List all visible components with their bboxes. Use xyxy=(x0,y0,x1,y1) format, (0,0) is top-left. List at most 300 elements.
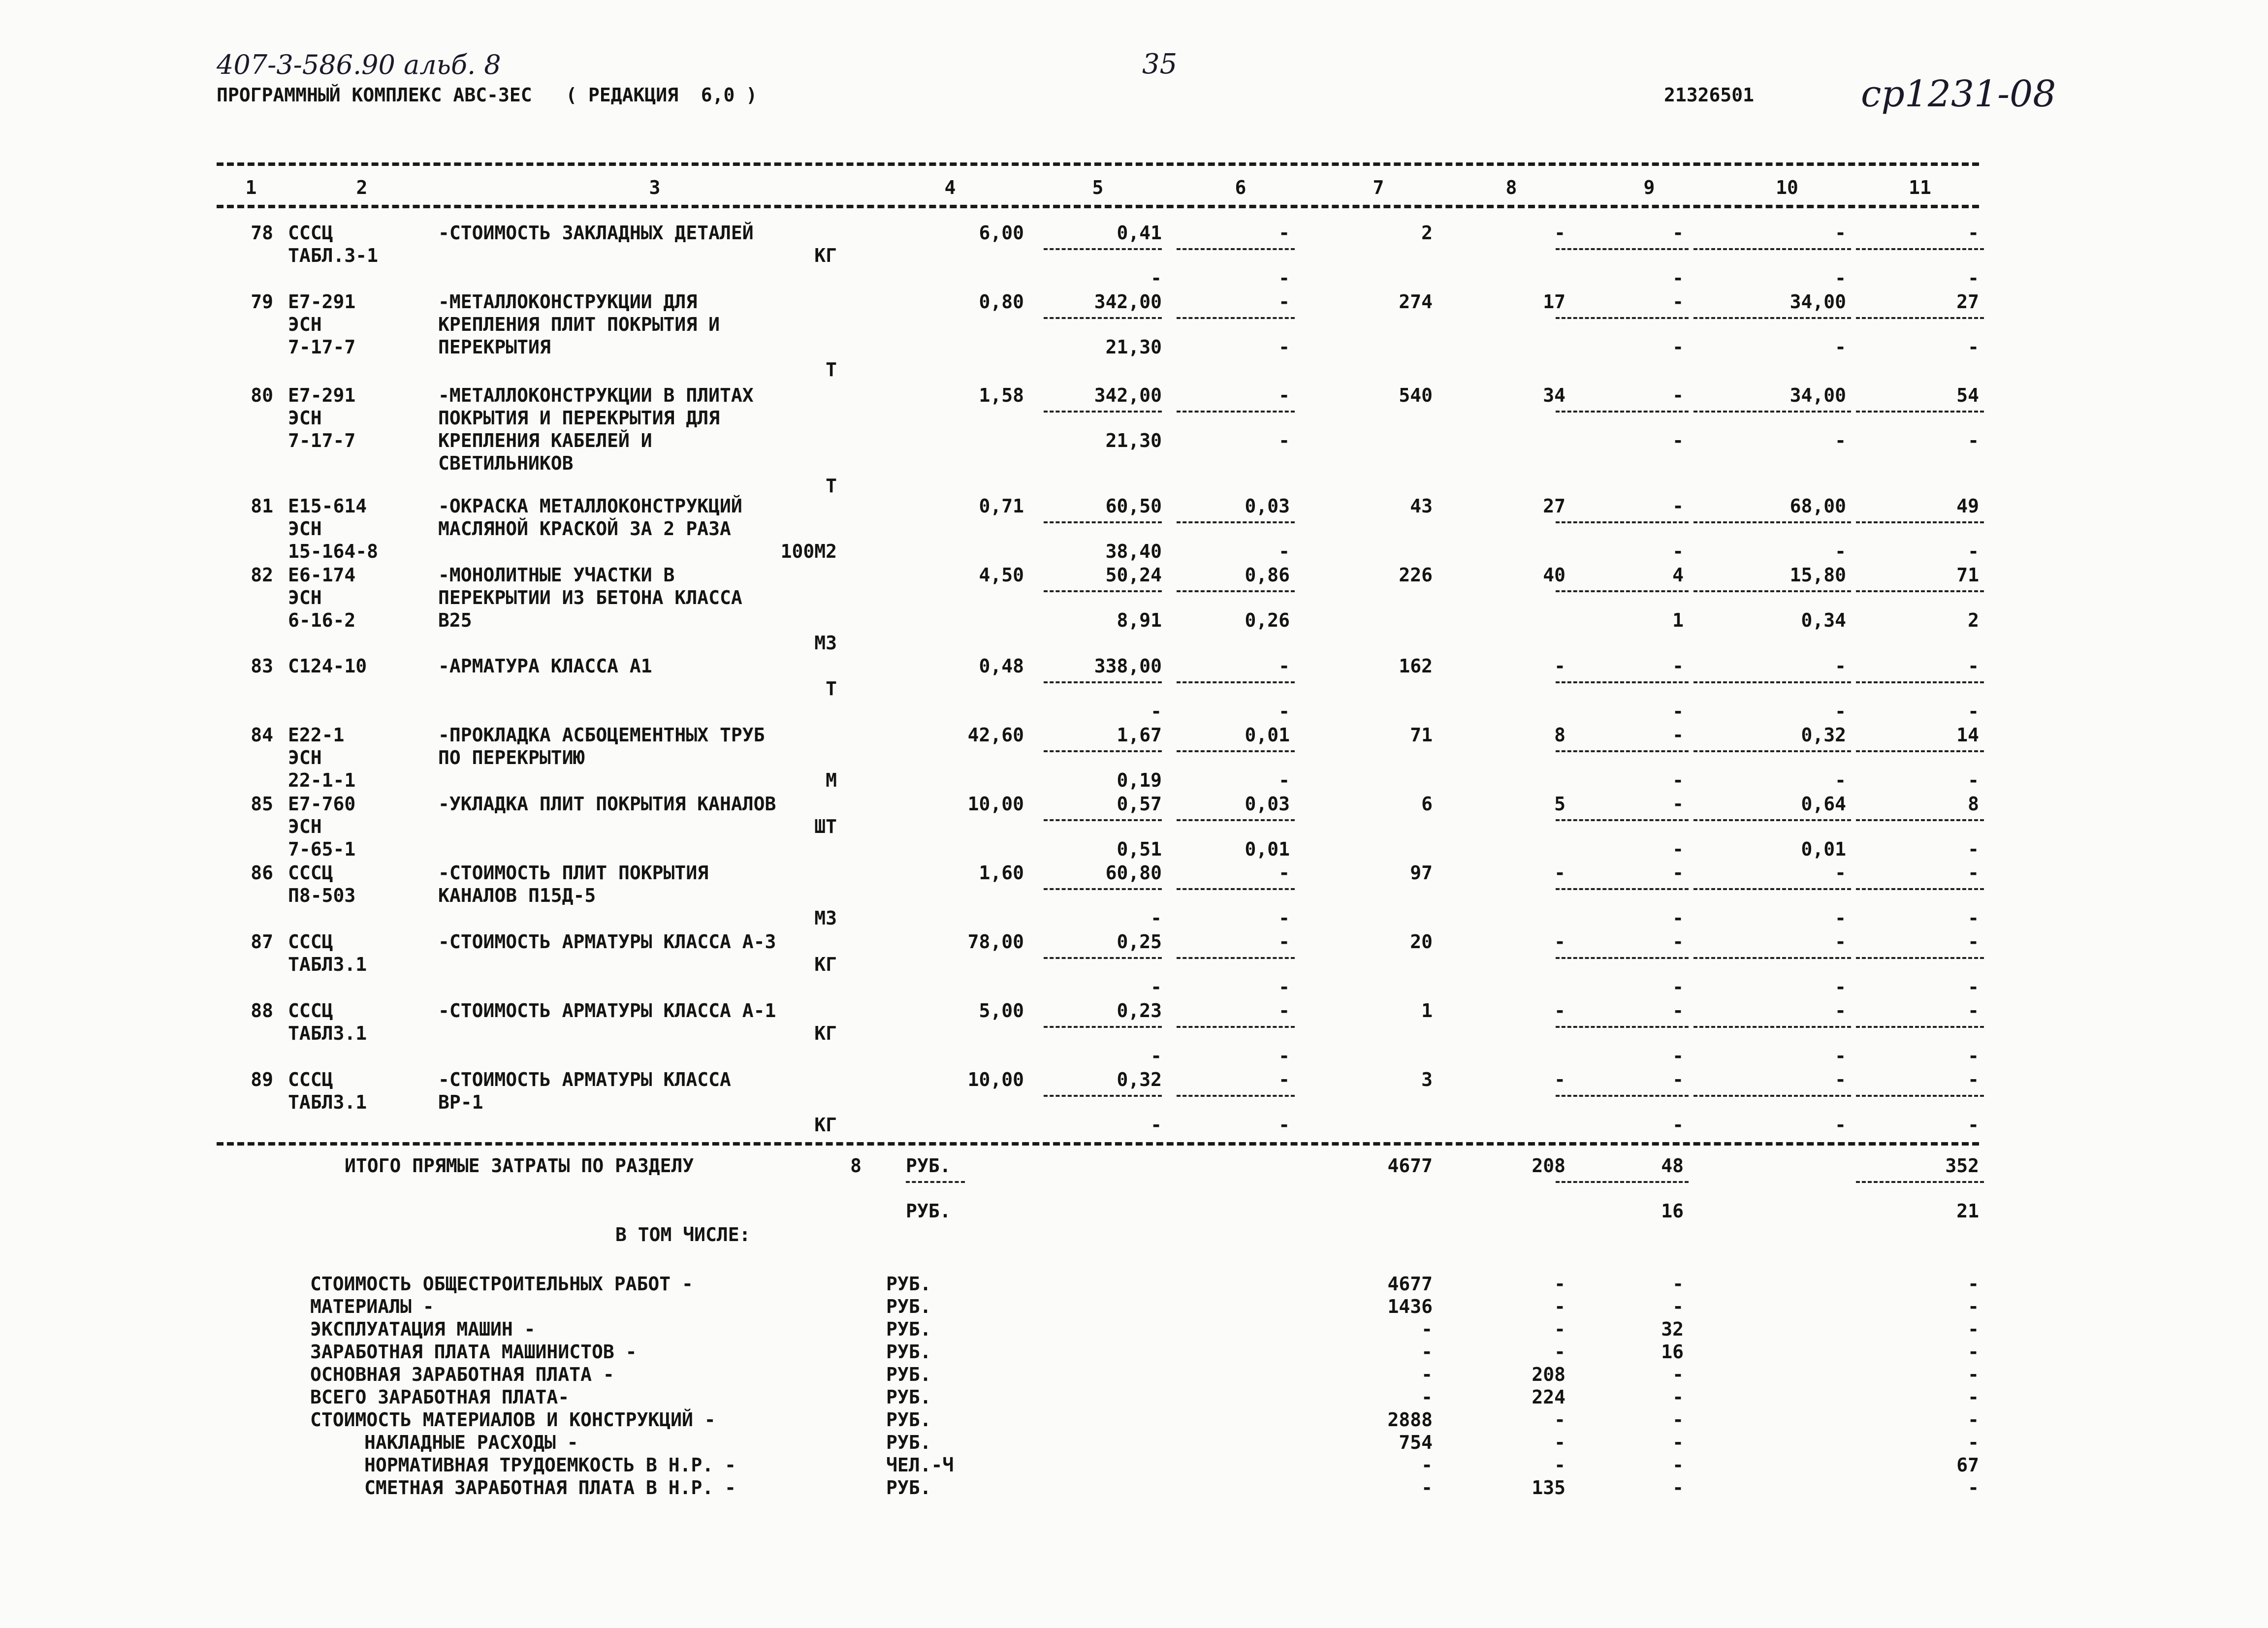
breakdown-wages: - xyxy=(1554,1409,1565,1431)
row-code: ТАБЛ3.1 xyxy=(288,1091,367,1113)
row-machine-price: - xyxy=(1278,655,1290,677)
totals-section: 8 xyxy=(850,1155,862,1177)
row-unit-wage: 38,40 xyxy=(1105,541,1162,562)
breakdown-machine: - xyxy=(1672,1409,1684,1431)
row-split-rule xyxy=(1856,750,1984,752)
breakdown-unit: РУБ. xyxy=(886,1341,931,1363)
row-machine-wage-total: - xyxy=(1672,976,1684,998)
row-split-rule xyxy=(1556,248,1689,250)
row-quantity: 6,00 xyxy=(979,222,1024,244)
row-wages: - xyxy=(1554,1000,1565,1021)
row-unit-wage: 0,19 xyxy=(1117,769,1162,791)
row-unit: М3 xyxy=(814,632,837,654)
row-labor-machine: - xyxy=(1835,430,1846,451)
breakdown-total: - xyxy=(1421,1341,1433,1363)
page-number: 35 xyxy=(1142,48,1178,80)
row-machine-wage-total: 1 xyxy=(1672,609,1684,631)
totals-split-rule xyxy=(1856,1181,1984,1183)
row-code: Е6-174 xyxy=(288,564,356,586)
row-machine-wage: 0,01 xyxy=(1245,838,1290,860)
row-labor-machine: - xyxy=(1835,907,1846,929)
row-description: -ПРОКЛАДКА АСБОЦЕМЕНТНЫХ ТРУБ xyxy=(438,724,765,746)
column-header-9: 9 xyxy=(1643,177,1655,198)
row-unit-price: 60,50 xyxy=(1105,495,1162,517)
row-description: -СТОИМОСТЬ АРМАТУРЫ КЛАССА А-3 xyxy=(438,931,776,953)
row-description: КРЕПЛЕНИЯ КАБЕЛЕЙ И xyxy=(438,430,652,451)
row-description: -АРМАТУРА КЛАССА А1 xyxy=(438,655,652,677)
row-wages: 34 xyxy=(1543,384,1565,406)
row-machine-wage: - xyxy=(1278,907,1290,929)
row-code: 7-65-1 xyxy=(288,838,356,860)
row-unit-price: 1,67 xyxy=(1117,724,1162,746)
row-unit-price: 0,23 xyxy=(1117,1000,1162,1021)
row-split-rule xyxy=(1693,750,1851,752)
row-unit: КГ xyxy=(814,1022,837,1044)
row-description: -ОКРАСКА МЕТАЛЛОКОНСТРУКЦИЙ xyxy=(438,495,742,517)
row-labor-machine: - xyxy=(1835,267,1846,289)
row-machine-cost: - xyxy=(1672,931,1684,953)
row-labor-unit: 15,80 xyxy=(1789,564,1846,586)
row-quantity: 0,48 xyxy=(979,655,1024,677)
row-split-rule xyxy=(1693,888,1851,890)
row-total: 97 xyxy=(1410,862,1433,884)
row-machine-cost: - xyxy=(1672,862,1684,884)
row-labor-total: 49 xyxy=(1956,495,1979,517)
row-machine-wage: - xyxy=(1278,769,1290,791)
row-machine-cost: - xyxy=(1672,495,1684,517)
breakdown-machine: 32 xyxy=(1661,1318,1684,1340)
row-split-rule xyxy=(1556,1095,1689,1097)
breakdown-label: ЗАРАБОТНАЯ ПЛАТА МАШИНИСТОВ - xyxy=(310,1341,637,1363)
row-code: Е7-291 xyxy=(288,384,356,406)
row-code: СССЦ xyxy=(288,931,333,953)
row-code: ЭСН xyxy=(288,816,322,837)
row-unit: Т xyxy=(826,475,837,497)
breakdown-wages: - xyxy=(1554,1341,1565,1363)
row-code: 22-1-1 xyxy=(288,769,356,791)
row-labor-total: 14 xyxy=(1956,724,1979,746)
row-labor-total: - xyxy=(1968,222,1979,244)
breakdown-unit: РУБ. xyxy=(886,1432,931,1453)
row-split-rule xyxy=(1693,590,1851,592)
row-split-rule xyxy=(1556,317,1689,319)
row-code: СССЦ xyxy=(288,222,333,244)
column-header-10: 10 xyxy=(1776,177,1798,198)
column-header-5: 5 xyxy=(1092,177,1104,198)
breakdown-label: ЭКСПЛУАТАЦИЯ МАШИН - xyxy=(310,1318,536,1340)
row-number: 89 xyxy=(251,1069,273,1090)
row-labor-unit: - xyxy=(1835,1000,1846,1021)
row-split-rule xyxy=(1044,888,1162,890)
row-split-rule xyxy=(1044,590,1162,592)
row-split-rule xyxy=(1177,750,1295,752)
table-top-rule xyxy=(217,162,1979,166)
row-split-rule xyxy=(1177,888,1295,890)
row-split-rule xyxy=(1177,590,1295,592)
row-number: 80 xyxy=(251,384,273,406)
row-labor-machine-total: - xyxy=(1968,541,1979,562)
row-unit-wage: - xyxy=(1150,1114,1162,1136)
breakdown-labor: 67 xyxy=(1956,1454,1979,1476)
row-machine-cost: - xyxy=(1672,655,1684,677)
row-machine-wage: - xyxy=(1278,701,1290,722)
row-quantity: 78,00 xyxy=(967,931,1024,953)
row-code: ЭСН xyxy=(288,407,322,429)
row-unit-wage: 8,91 xyxy=(1117,609,1162,631)
breakdown-label: ВСЕГО ЗАРАБОТНАЯ ПЛАТА- xyxy=(310,1386,570,1408)
row-number: 83 xyxy=(251,655,273,677)
row-split-rule xyxy=(1693,819,1851,821)
row-unit-wage: - xyxy=(1150,1045,1162,1067)
row-split-rule xyxy=(1693,1095,1851,1097)
row-machine-cost: - xyxy=(1672,724,1684,746)
row-split-rule xyxy=(1177,819,1295,821)
row-split-rule xyxy=(1856,888,1984,890)
handwritten-stamp: ср1231-08 xyxy=(1861,73,2056,115)
totals-unit: РУБ. xyxy=(906,1155,951,1177)
breakdown-machine: - xyxy=(1672,1432,1684,1453)
breakdown-labor: - xyxy=(1968,1477,1979,1499)
row-unit-price: 0,41 xyxy=(1117,222,1162,244)
row-split-rule xyxy=(1856,590,1984,592)
row-quantity: 1,58 xyxy=(979,384,1024,406)
row-number: 88 xyxy=(251,1000,273,1021)
row-unit: ШТ xyxy=(814,816,837,837)
row-code: С124-10 xyxy=(288,655,367,677)
row-labor-machine-total: - xyxy=(1968,267,1979,289)
row-unit-price: 342,00 xyxy=(1094,384,1162,406)
row-split-rule xyxy=(1556,590,1689,592)
row-wages: 17 xyxy=(1543,291,1565,313)
row-code: ЭСН xyxy=(288,747,322,768)
row-split-rule xyxy=(1044,317,1162,319)
row-labor-machine: - xyxy=(1835,976,1846,998)
row-machine-wage: - xyxy=(1278,1045,1290,1067)
row-description: КАНАЛОВ П15Д-5 xyxy=(438,885,596,906)
row-split-rule xyxy=(1044,750,1162,752)
row-machine-cost: - xyxy=(1672,291,1684,313)
row-code: Е7-760 xyxy=(288,793,356,815)
row-labor-total: - xyxy=(1968,655,1979,677)
breakdown-unit: РУБ. xyxy=(886,1273,931,1295)
breakdown-unit: РУБ. xyxy=(886,1409,931,1431)
row-code: 6-16-2 xyxy=(288,609,356,631)
column-header-1: 1 xyxy=(245,177,257,198)
row-labor-machine: - xyxy=(1835,701,1846,722)
row-unit: КГ xyxy=(814,1114,837,1136)
row-machine-price: - xyxy=(1278,862,1290,884)
breakdown-wages: - xyxy=(1554,1273,1565,1295)
breakdown-label: СТОИМОСТЬ ОБЩЕСТРОИТЕЛЬНЫХ РАБОТ - xyxy=(310,1273,693,1295)
row-code: СССЦ xyxy=(288,862,333,884)
row-split-rule xyxy=(1556,750,1689,752)
row-labor-machine-total: - xyxy=(1968,769,1979,791)
row-split-rule xyxy=(1856,411,1984,413)
row-quantity: 0,71 xyxy=(979,495,1024,517)
row-unit-wage: - xyxy=(1150,701,1162,722)
row-code: Е22-1 xyxy=(288,724,345,746)
breakdown-wages: - xyxy=(1554,1432,1565,1453)
row-split-rule xyxy=(1856,317,1984,319)
breakdown-wages: 224 xyxy=(1532,1386,1565,1408)
row-machine-wage-total: - xyxy=(1672,769,1684,791)
row-machine-price: - xyxy=(1278,222,1290,244)
row-labor-total: - xyxy=(1968,1000,1979,1021)
row-labor-total: 54 xyxy=(1956,384,1979,406)
breakdown-total: - xyxy=(1421,1386,1433,1408)
row-split-rule xyxy=(1044,819,1162,821)
row-machine-cost: - xyxy=(1672,793,1684,815)
row-split-rule xyxy=(1856,1095,1984,1097)
row-unit-price: 60,80 xyxy=(1105,862,1162,884)
row-labor-machine-total: - xyxy=(1968,838,1979,860)
breakdown-total: 1436 xyxy=(1387,1296,1433,1317)
breakdown-labor: - xyxy=(1968,1318,1979,1340)
breakdown-labor: - xyxy=(1968,1432,1979,1453)
row-wages: 5 xyxy=(1554,793,1565,815)
row-split-rule xyxy=(1177,957,1295,959)
row-code: СССЦ xyxy=(288,1069,333,1090)
row-description: -МОНОЛИТНЫЕ УЧАСТКИ В xyxy=(438,564,675,586)
row-wages: - xyxy=(1554,1069,1565,1090)
row-wages: - xyxy=(1554,931,1565,953)
row-split-rule xyxy=(1693,411,1851,413)
row-code: П8-503 xyxy=(288,885,356,906)
row-total: 2 xyxy=(1421,222,1433,244)
row-total: 1 xyxy=(1421,1000,1433,1021)
row-quantity: 0,80 xyxy=(979,291,1024,313)
row-labor-machine-total: - xyxy=(1968,976,1979,998)
breakdown-unit: РУБ. xyxy=(886,1364,931,1385)
breakdown-labor: - xyxy=(1968,1409,1979,1431)
breakdown-machine: - xyxy=(1672,1296,1684,1317)
row-unit: Т xyxy=(826,678,837,700)
totals-labor: 352 xyxy=(1945,1155,1979,1177)
row-machine-wage-total: - xyxy=(1672,1114,1684,1136)
row-labor-unit: 34,00 xyxy=(1789,384,1846,406)
row-total: 226 xyxy=(1399,564,1433,586)
breakdown-total: - xyxy=(1421,1477,1433,1499)
row-wages: - xyxy=(1554,222,1565,244)
row-wages: - xyxy=(1554,655,1565,677)
row-machine-price: - xyxy=(1278,931,1290,953)
row-labor-machine: 0,01 xyxy=(1801,838,1846,860)
row-labor-unit: - xyxy=(1835,931,1846,953)
column-header-2: 2 xyxy=(356,177,368,198)
breakdown-labor: - xyxy=(1968,1296,1979,1317)
row-machine-wage: - xyxy=(1278,336,1290,358)
breakdown-unit: ЧЕЛ.-Ч xyxy=(886,1454,954,1476)
row-split-rule xyxy=(1856,521,1984,523)
row-quantity: 4,50 xyxy=(979,564,1024,586)
row-machine-price: - xyxy=(1278,384,1290,406)
document-reference: 407-3-586.90 альб. 8 xyxy=(217,49,501,80)
table-header-rule xyxy=(217,205,1979,208)
breakdown-wages: - xyxy=(1554,1318,1565,1340)
breakdown-total: - xyxy=(1421,1454,1433,1476)
row-labor-machine-total: - xyxy=(1968,336,1979,358)
row-quantity: 10,00 xyxy=(967,793,1024,815)
row-description: ВР-1 xyxy=(438,1091,483,1113)
row-code: 7-17-7 xyxy=(288,336,356,358)
row-split-rule xyxy=(1556,681,1689,683)
breakdown-machine: 16 xyxy=(1661,1341,1684,1363)
row-split-rule xyxy=(1044,1026,1162,1028)
row-machine-wage-total: - xyxy=(1672,907,1684,929)
totals-unit: РУБ. xyxy=(906,1200,951,1222)
row-split-rule xyxy=(1177,1026,1295,1028)
row-split-rule xyxy=(1693,957,1851,959)
breakdown-wages: - xyxy=(1554,1296,1565,1317)
row-unit-price: 338,00 xyxy=(1094,655,1162,677)
row-code: Е15-614 xyxy=(288,495,367,517)
row-split-rule xyxy=(1693,317,1851,319)
row-number: 79 xyxy=(251,291,273,313)
row-machine-cost: - xyxy=(1672,1000,1684,1021)
row-labor-machine-total: - xyxy=(1968,701,1979,722)
row-machine-wage: - xyxy=(1278,976,1290,998)
row-labor-total: - xyxy=(1968,1069,1979,1090)
row-unit: Т xyxy=(826,359,837,381)
row-labor-unit: - xyxy=(1835,862,1846,884)
row-number: 78 xyxy=(251,222,273,244)
row-unit-price: 0,32 xyxy=(1117,1069,1162,1090)
row-quantity: 1,60 xyxy=(979,862,1024,884)
row-code: ТАБЛ3.1 xyxy=(288,1022,367,1044)
breakdown-label: НАКЛАДНЫЕ РАСХОДЫ - xyxy=(364,1432,578,1453)
row-machine-wage: - xyxy=(1278,541,1290,562)
column-header-6: 6 xyxy=(1235,177,1246,198)
row-machine-wage-total: - xyxy=(1672,336,1684,358)
row-machine-wage: - xyxy=(1278,430,1290,451)
breakdown-unit: РУБ. xyxy=(886,1477,931,1499)
row-machine-price: 0,86 xyxy=(1245,564,1290,586)
breakdown-labor: - xyxy=(1968,1273,1979,1295)
totals-machine: 48 xyxy=(1661,1155,1684,1177)
row-quantity: 10,00 xyxy=(967,1069,1024,1090)
row-labor-machine: - xyxy=(1835,541,1846,562)
row-machine-cost: - xyxy=(1672,1069,1684,1090)
column-header-3: 3 xyxy=(649,177,661,198)
breakdown-machine: - xyxy=(1672,1273,1684,1295)
row-split-rule xyxy=(1556,957,1689,959)
row-machine-price: - xyxy=(1278,1069,1290,1090)
row-split-rule xyxy=(1177,248,1295,250)
row-machine-wage-total: - xyxy=(1672,267,1684,289)
row-total: 43 xyxy=(1410,495,1433,517)
breakdown-machine: - xyxy=(1672,1454,1684,1476)
row-split-rule xyxy=(1044,411,1162,413)
row-split-rule xyxy=(1177,521,1295,523)
row-machine-wage-total: - xyxy=(1672,838,1684,860)
row-split-rule xyxy=(1177,411,1295,413)
row-total: 6 xyxy=(1421,793,1433,815)
row-split-rule xyxy=(1693,521,1851,523)
totals-label: ИТОГО ПРЯМЫЕ ЗАТРАТЫ ПО РАЗДЕЛУ xyxy=(345,1155,694,1177)
row-description: СВЕТИЛЬНИКОВ xyxy=(438,452,574,474)
breakdown-total: 4677 xyxy=(1387,1273,1433,1295)
row-split-rule xyxy=(1044,521,1162,523)
row-labor-machine: - xyxy=(1835,1114,1846,1136)
row-wages: 27 xyxy=(1543,495,1565,517)
row-unit: М3 xyxy=(814,907,837,929)
row-labor-machine-total: - xyxy=(1968,907,1979,929)
totals-unit-rule xyxy=(906,1181,965,1183)
row-number: 81 xyxy=(251,495,273,517)
row-unit-price: 0,25 xyxy=(1117,931,1162,953)
row-split-rule xyxy=(1693,1026,1851,1028)
row-unit-wage: - xyxy=(1150,267,1162,289)
breakdown-label: ОСНОВНАЯ ЗАРАБОТНАЯ ПЛАТА - xyxy=(310,1364,614,1385)
row-split-rule xyxy=(1556,819,1689,821)
row-unit: 100М2 xyxy=(780,541,837,562)
row-machine-wage-total: - xyxy=(1672,701,1684,722)
row-number: 85 xyxy=(251,793,273,815)
breakdown-total: - xyxy=(1421,1364,1433,1385)
row-machine-cost: - xyxy=(1672,222,1684,244)
totals-split-rule xyxy=(1556,1181,1689,1183)
row-machine-price: 0,03 xyxy=(1245,793,1290,815)
breakdown-wages: - xyxy=(1554,1454,1565,1476)
row-labor-machine-total: - xyxy=(1968,1045,1979,1067)
row-description: ПО ПЕРЕКРЫТИЮ xyxy=(438,747,585,768)
program-title: ПРОГРАММНЫЙ КОМПЛЕКС АВС-3ЕС ( РЕДАКЦИЯ 6,0 ) xyxy=(217,84,758,106)
row-labor-unit: 0,64 xyxy=(1801,793,1846,815)
row-total: 162 xyxy=(1399,655,1433,677)
row-wages: 40 xyxy=(1543,564,1565,586)
row-unit-price: 0,57 xyxy=(1117,793,1162,815)
breakdown-wages: 208 xyxy=(1532,1364,1565,1385)
row-code: ТАБЛ.3-1 xyxy=(288,245,379,266)
breakdown-label: СТОИМОСТЬ МАТЕРИАЛОВ И КОНСТРУКЦИЙ - xyxy=(310,1409,716,1431)
row-split-rule xyxy=(1856,248,1984,250)
row-code: 7-17-7 xyxy=(288,430,356,451)
row-split-rule xyxy=(1177,317,1295,319)
breakdown-unit: РУБ. xyxy=(886,1386,931,1408)
breakdown-machine: - xyxy=(1672,1386,1684,1408)
row-split-rule xyxy=(1044,1095,1162,1097)
row-labor-total: 71 xyxy=(1956,564,1979,586)
row-machine-wage: - xyxy=(1278,267,1290,289)
column-header-4: 4 xyxy=(944,177,956,198)
row-machine-wage-total: - xyxy=(1672,541,1684,562)
row-machine-wage-total: - xyxy=(1672,430,1684,451)
row-labor-machine: - xyxy=(1835,1045,1846,1067)
breakdown-wages: 135 xyxy=(1532,1477,1565,1499)
row-split-rule xyxy=(1856,957,1984,959)
row-labor-total: - xyxy=(1968,931,1979,953)
row-labor-machine-total: - xyxy=(1968,430,1979,451)
document-code: 21326501 xyxy=(1664,84,1755,106)
totals-total: 4677 xyxy=(1387,1155,1433,1177)
including-label: В ТОМ ЧИСЛЕ: xyxy=(615,1224,751,1245)
row-number: 84 xyxy=(251,724,273,746)
row-unit-wage: - xyxy=(1150,907,1162,929)
row-unit-wage: - xyxy=(1150,976,1162,998)
row-description: МАСЛЯНОЙ КРАСКОЙ ЗА 2 РАЗА xyxy=(438,518,731,540)
row-description: -УКЛАДКА ПЛИТ ПОКРЫТИЯ КАНАЛОВ xyxy=(438,793,776,815)
breakdown-total: - xyxy=(1421,1318,1433,1340)
row-labor-machine: 0,34 xyxy=(1801,609,1846,631)
row-code: СССЦ xyxy=(288,1000,333,1021)
breakdown-total: 754 xyxy=(1399,1432,1433,1453)
row-code: ЭСН xyxy=(288,587,322,608)
row-split-rule xyxy=(1856,1026,1984,1028)
row-labor-unit: 0,32 xyxy=(1801,724,1846,746)
row-quantity: 42,60 xyxy=(967,724,1024,746)
row-total: 3 xyxy=(1421,1069,1433,1090)
row-split-rule xyxy=(1044,957,1162,959)
